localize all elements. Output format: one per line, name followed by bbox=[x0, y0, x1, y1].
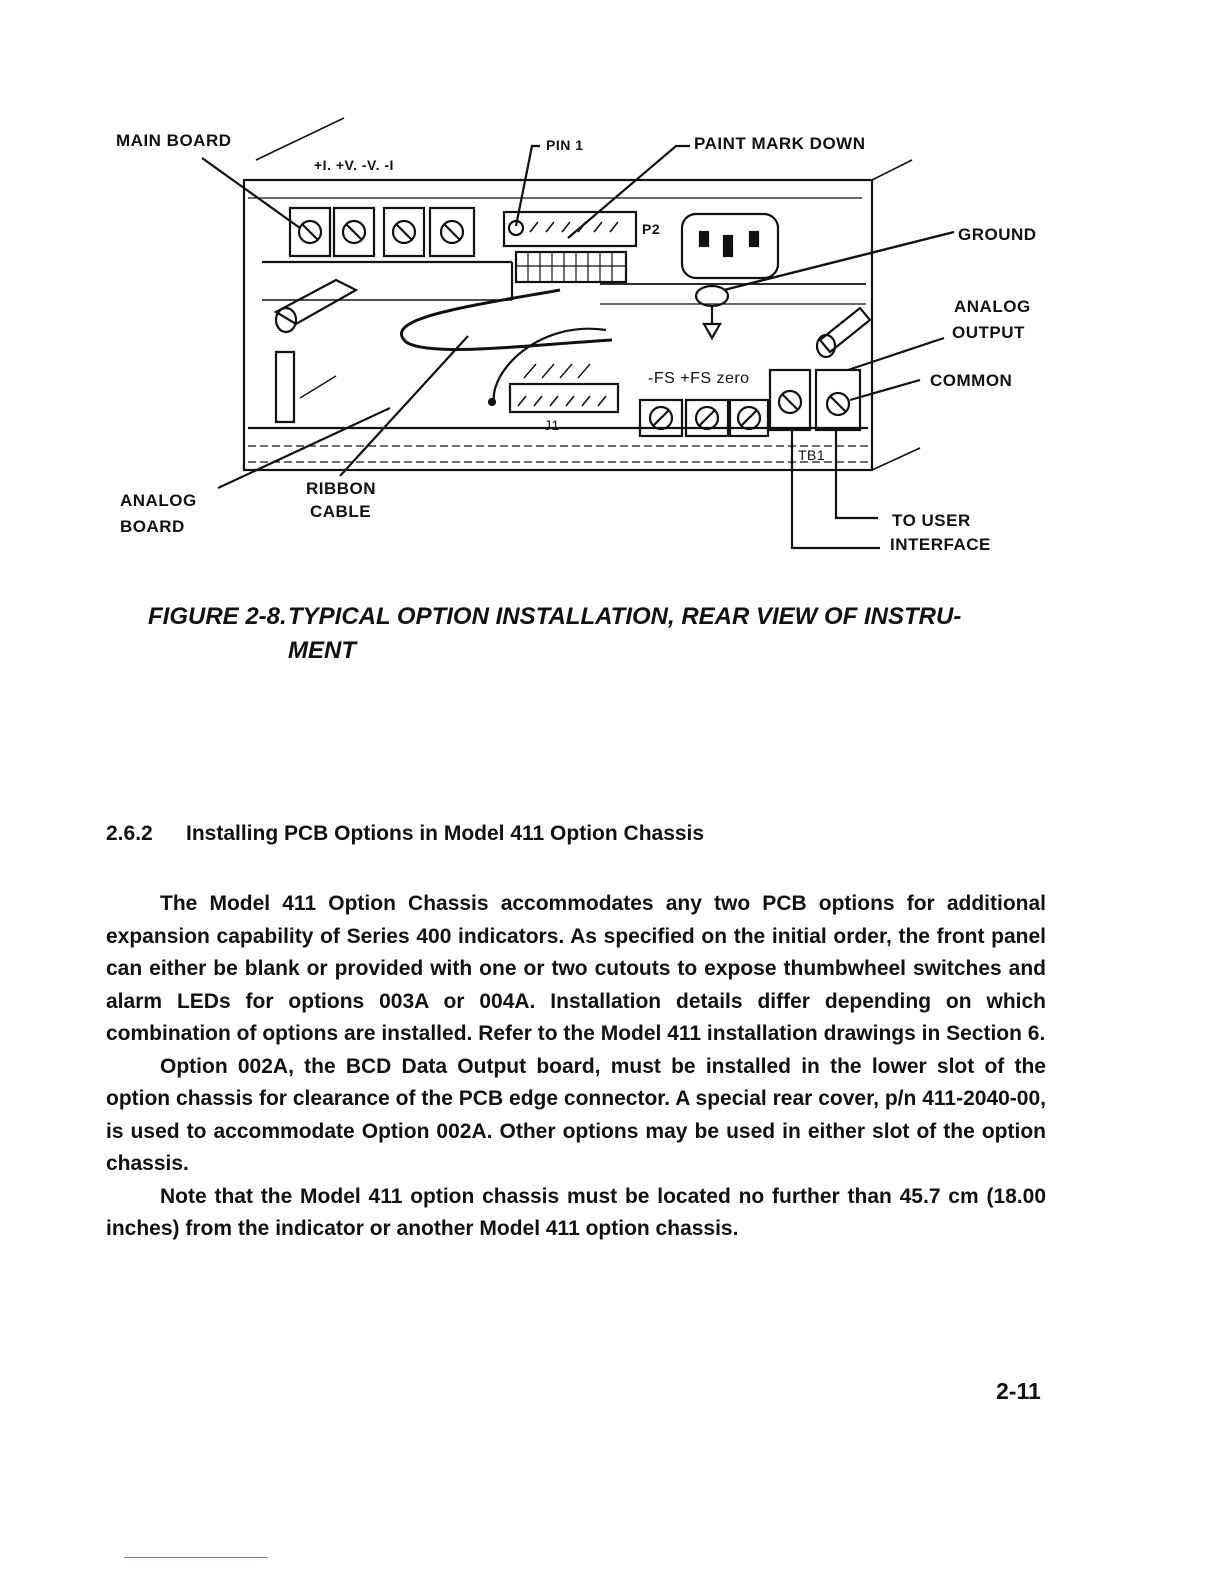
callout-to-user: TO USER bbox=[892, 511, 971, 530]
paragraph-1: The Model 411 Option Chassis accommodates any two PCB options for additional expansion capability of Series 400 indicators. As specified on the initial order, the front panel can either be blank or provided with one or two cutouts to expose thumbwheel switches and alarm LEDs for options 003A or 004A. Installation details differ depending on which combination of options are installed. Refer to the Model 411 installation drawings in Section 6. bbox=[106, 892, 1046, 1045]
callout-analog-output-line1: ANALOG bbox=[954, 297, 1031, 316]
paragraph-3: Note that the Model 411 option chassis must be located no further than 45.7 cm (18.00 inches) from the indicator or another Model 411 option chassis. bbox=[106, 1184, 1046, 1240]
callout-ribbon-cable-line2: CABLE bbox=[310, 502, 372, 521]
callout-interface: INTERFACE bbox=[890, 535, 991, 554]
callout-analog-output-line2: OUTPUT bbox=[952, 323, 1025, 342]
caption-line-2: MENT bbox=[288, 637, 356, 664]
j1-connector bbox=[510, 384, 618, 412]
callout-ground: GROUND bbox=[958, 225, 1037, 244]
callout-analog-board-line1: ANALOG bbox=[120, 491, 197, 510]
caption-line-1: TYPICAL OPTION INSTALLATION, REAR VIEW OF INSTRU- bbox=[288, 603, 962, 630]
callout-pin1: PIN 1 bbox=[546, 137, 584, 153]
ribbon-cable bbox=[401, 290, 612, 349]
label-j1: J1 bbox=[544, 417, 560, 433]
callout-pot-labels: +I. +V. -V. -I bbox=[314, 157, 394, 173]
callout-analog-board-line2: BOARD bbox=[120, 517, 185, 536]
figure-caption bbox=[148, 600, 1048, 668]
label-p2: P2 bbox=[642, 221, 661, 237]
tb1-terminal-1 bbox=[770, 370, 810, 430]
page-number: 2-11 bbox=[996, 1378, 1041, 1404]
callout-main-board: MAIN BOARD bbox=[116, 131, 232, 150]
callout-paint-mark-down: PAINT MARK DOWN bbox=[694, 134, 866, 153]
callout-common: COMMON bbox=[930, 371, 1013, 390]
callout-ribbon-cable-line1: RIBBON bbox=[306, 479, 377, 498]
chassis-depth-top bbox=[872, 160, 912, 180]
section-title: Installing PCB Options in Model 411 Option Chassis bbox=[186, 822, 705, 845]
caption-number: FIGURE 2-8. bbox=[148, 603, 287, 630]
body-text bbox=[106, 888, 1046, 1246]
ground-lug bbox=[696, 286, 728, 306]
paragraph-2: Option 002A, the BCD Data Output board, must be installed in the lower slot of the option chassis for clearance of the PCB edge connector. A special rear cover, p/n 411-2040-00, is used to accommodate Option 002A. Other options may be used in either slot of the option chassis. bbox=[106, 1054, 1046, 1175]
section-heading bbox=[106, 822, 704, 846]
chassis-depth-bottom bbox=[872, 448, 920, 470]
label-scale-pots: -FS +FS zero bbox=[648, 370, 750, 387]
ribbon-plug bbox=[516, 252, 626, 282]
label-tb1: TB1 bbox=[798, 447, 826, 463]
footnote-rule bbox=[124, 1557, 268, 1558]
section-number: 2.6.2 bbox=[106, 822, 153, 845]
